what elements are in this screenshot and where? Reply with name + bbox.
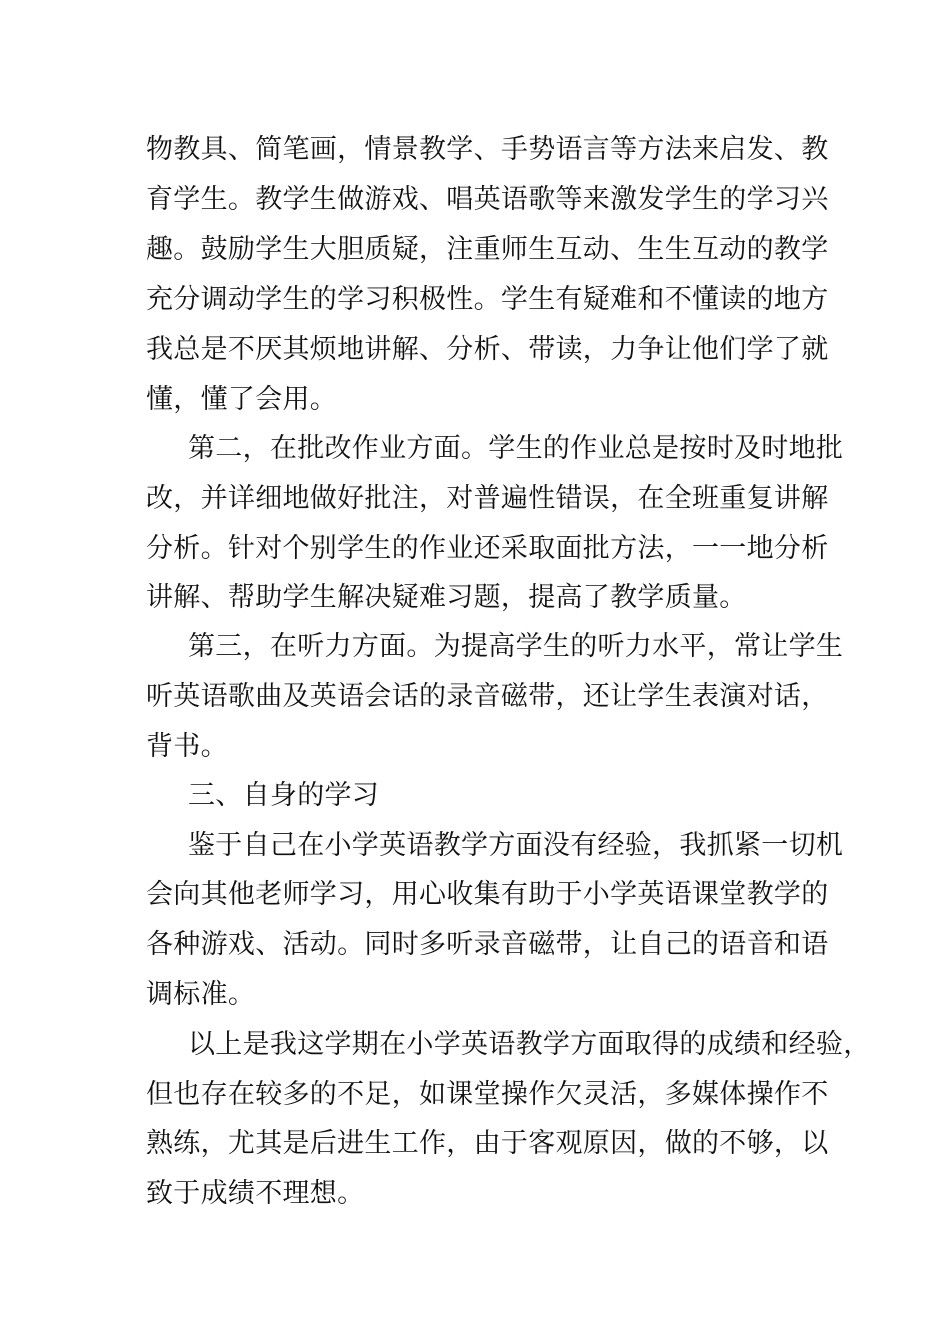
text-line: 讲解、帮助学生解决疑难习题，提高了教学质量。 xyxy=(146,582,747,613)
text-line: 改，并详细地做好批注，对普遍性错误，在全班重复讲解 xyxy=(146,483,829,514)
text-line: 第二，在批改作业方面。学生的作业总是按时及时地批 xyxy=(188,433,844,464)
text-line: 趣。鼓励学生大胆质疑，注重师生互动、生生互动的教学 xyxy=(146,234,829,265)
section-heading: 三、自身的学习 xyxy=(188,780,380,811)
text-line: 会向其他老师学习，用心收集有助于小学英语课堂教学的 xyxy=(146,879,829,910)
text-line: 懂，懂了会用。 xyxy=(146,384,338,415)
text-line: 致于成绩不理想。 xyxy=(146,1178,365,1209)
text-line: 各种游戏、活动。同时多听录音磁带，让自己的语音和语 xyxy=(146,929,829,960)
text-line: 但也存在较多的不足，如课堂操作欠灵活，多媒体操作不 xyxy=(146,1079,829,1110)
text-line: 物教具、简笔画，情景教学、手势语言等方法来启发、教 xyxy=(146,134,829,165)
text-line: 鉴于自己在小学英语教学方面没有经验，我抓紧一切机 xyxy=(188,830,844,861)
text-line: 充分调动学生的学习积极性。学生有疑难和不懂读的地方 xyxy=(146,284,829,315)
text-line: 分析。针对个别学生的作业还采取面批方法，一一地分析 xyxy=(146,533,829,564)
text-line: 以上是我这学期在小学英语教学方面取得的成绩和经验， xyxy=(188,1029,871,1060)
text-line: 背书。 xyxy=(146,731,228,762)
text-line: 熟练，尤其是后进生工作，由于客观原因，做的不够，以 xyxy=(146,1128,829,1159)
text-line: 我总是不厌其烦地讲解、分析、带读，力争让他们学了就 xyxy=(146,334,829,365)
text-line: 调标准。 xyxy=(146,979,256,1010)
text-line: 听英语歌曲及英语会话的录音磁带，还让学生表演对话， xyxy=(146,681,829,712)
text-line: 育学生。教学生做游戏、唱英语歌等来激发学生的学习兴 xyxy=(146,184,829,215)
text-line: 第三，在听力方面。为提高学生的听力水平，常让学生 xyxy=(188,631,844,662)
